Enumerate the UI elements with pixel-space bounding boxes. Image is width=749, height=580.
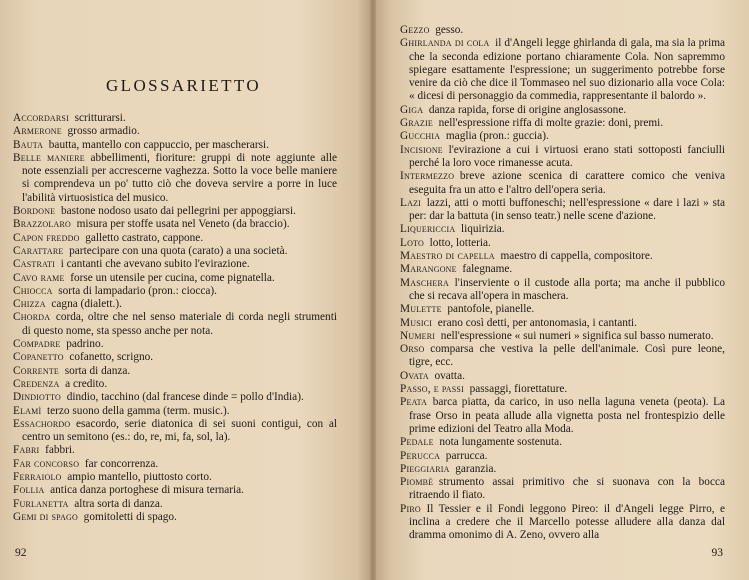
glossary-entry bbox=[400, 197, 725, 224]
right-entry-list bbox=[400, 24, 725, 543]
glossary-entry bbox=[400, 250, 725, 263]
entry-term: Follia bbox=[13, 484, 45, 497]
entry-term: Ghirlanda di cola bbox=[400, 37, 490, 50]
entry-definition: falegname. bbox=[462, 263, 513, 276]
entry-term: Bordone bbox=[13, 205, 56, 218]
entry-definition: fabbri. bbox=[45, 444, 75, 457]
page-number-right: 93 bbox=[711, 547, 723, 559]
entry-definition: l'inserviente o il custode alla porta; ma anche il pubblico che si recava all'opera in maschera. bbox=[409, 276, 725, 302]
entry-term: Far concorso bbox=[13, 457, 80, 470]
entry-definition: ampio mantello, piuttosto corto. bbox=[67, 471, 212, 484]
entry-definition: abbellimenti, fioriture: gruppi di note aggiunte alle note essenziali per accrescerne vaghezza. Sotto la voce belle maniere si comprendeva un po' tutto ciò che doveva servire a porre in luce l'abilità virtuosistica del musico. bbox=[22, 151, 338, 204]
glossary-entry bbox=[13, 245, 337, 258]
glossary-entry bbox=[400, 476, 725, 503]
glossary-entry bbox=[13, 471, 337, 484]
left-page bbox=[0, 0, 372, 580]
glossary-entry bbox=[13, 444, 337, 457]
glossary-entry bbox=[13, 285, 337, 298]
right-page bbox=[372, 0, 749, 580]
glossary-entry bbox=[400, 303, 725, 316]
entry-definition: scritturarsi. bbox=[74, 112, 126, 124]
glossary-entry bbox=[400, 170, 725, 197]
entry-term: Gucchia bbox=[400, 130, 441, 143]
entry-term: Capon freddo bbox=[13, 231, 80, 244]
entry-definition: altra sorta di danza. bbox=[74, 497, 163, 510]
left-entry-list bbox=[13, 112, 337, 524]
entry-term: Furlanetta bbox=[13, 497, 69, 510]
entry-term: Piombè bbox=[400, 476, 434, 489]
entry-term: Loto bbox=[400, 236, 424, 249]
glossary-entry bbox=[13, 498, 337, 511]
glossary-entry bbox=[400, 24, 725, 37]
glossary-entry bbox=[400, 450, 725, 463]
glossary-entry bbox=[13, 405, 337, 418]
entry-definition: cofanetto, scrigno. bbox=[69, 351, 154, 364]
glossary-entry bbox=[13, 258, 337, 271]
entry-definition: cagna (dialett.). bbox=[51, 298, 122, 311]
entry-term: Mulette bbox=[400, 303, 442, 316]
entry-term: Copanetto bbox=[13, 351, 64, 364]
entry-definition: barca piatta, da carico, in uso nella laguna veneta (peota). La frase Orso in peata allude alla vignetta posta nel frontespizio delle prime edizioni del Teatro alla Moda. bbox=[409, 396, 725, 435]
entry-definition: breve azione scenica di carattere comico che veniva eseguita fra un atto e l'altro dell'opera seria. bbox=[409, 170, 725, 196]
entry-term: Elamì bbox=[13, 404, 42, 417]
glossary-entry bbox=[400, 436, 725, 449]
entry-definition: l'evirazione a cui i virtuosi erano stati sottoposti fanciulli perché la loro voce rimanesse acuta. bbox=[409, 143, 725, 169]
entry-definition: terzo suono della gamma (term. music.). bbox=[47, 404, 230, 417]
entry-definition: strumento assai primitivo che si suonava con la bocca ritraendo il fiato. bbox=[409, 476, 725, 502]
entry-definition: nell'espressione riffa di molte grazie: doni, premi. bbox=[438, 117, 664, 130]
glossary-entry bbox=[13, 458, 337, 471]
entry-definition: forse un utensile per cucina, come pignatella. bbox=[70, 271, 275, 284]
entry-term: Armerone bbox=[13, 125, 62, 138]
glossary-entry bbox=[400, 317, 725, 330]
entry-term: Chizza bbox=[13, 298, 46, 311]
entry-definition: partecipare con una quota (carato) a una società. bbox=[69, 244, 288, 257]
entry-definition: galletto castrato, cappone. bbox=[85, 231, 204, 244]
entry-term: Castrati bbox=[13, 258, 56, 271]
entry-definition: liquirizia. bbox=[460, 223, 505, 236]
glossary-entry bbox=[400, 104, 725, 117]
entry-definition: lotto, lotteria. bbox=[429, 236, 491, 249]
glossary-entry bbox=[400, 330, 725, 343]
glossary-entry bbox=[13, 139, 337, 152]
glossary-entry bbox=[13, 418, 337, 445]
entry-term: Passo, e passi bbox=[400, 383, 464, 396]
glossary-entry bbox=[13, 298, 337, 311]
entry-definition: a credito. bbox=[65, 377, 108, 390]
entry-term: Lazi bbox=[400, 196, 422, 209]
entry-definition: ovatta. bbox=[434, 369, 465, 382]
glossary-entry bbox=[13, 511, 337, 524]
glossary-entry bbox=[13, 218, 337, 231]
entry-definition: garanzia. bbox=[455, 462, 497, 475]
book-gutter bbox=[370, 0, 376, 580]
entry-definition: far concorrenza. bbox=[84, 457, 159, 470]
entry-term: Pieggiaria bbox=[400, 462, 450, 475]
page-number-left: 92 bbox=[15, 547, 27, 559]
entry-definition: nell'espressione « sui numeri » significa sul basso numerato. bbox=[440, 329, 714, 342]
entry-term: Piro bbox=[400, 502, 421, 515]
entry-definition: dindio, tacchino (dal francese dinde = pollo d'India). bbox=[66, 391, 304, 404]
glossary-entry bbox=[13, 365, 337, 378]
entry-term: Maschera bbox=[400, 276, 449, 289]
entry-definition: lazzi, atti o motti buffoneschi; nell'espressione « dare i lazi » sta per: dar la battuta (in senso teatr.) nelle scene d'azione. bbox=[409, 196, 725, 223]
entry-term: Intermezzo bbox=[400, 170, 455, 183]
entry-term: Essachordo bbox=[13, 417, 71, 430]
entry-term: Dindiotto bbox=[13, 391, 62, 404]
glossary-entry bbox=[13, 351, 337, 364]
entry-term: Numeri bbox=[400, 329, 436, 342]
entry-definition: corda, oltre che nel senso materiale di corda negli strumenti di questo nome, sta spesso anche per nota. bbox=[22, 311, 337, 337]
glossary-entry bbox=[13, 391, 337, 404]
entry-definition: passaggi, fiorettature. bbox=[469, 383, 568, 396]
entry-term: Ferraiolo bbox=[13, 471, 62, 484]
entry-term: Giga bbox=[400, 103, 424, 116]
entry-definition: parrucca. bbox=[445, 449, 488, 462]
entry-term: Fabri bbox=[13, 444, 40, 457]
entry-term: Incisione bbox=[400, 143, 443, 156]
entry-definition: misura per stoffe usata nel Veneto (da braccio). bbox=[76, 218, 290, 231]
entry-definition: gesso. bbox=[435, 24, 464, 36]
entry-definition: danza rapida, forse di origine anglosassone. bbox=[428, 103, 627, 116]
glossary-entry bbox=[400, 263, 725, 276]
glossary-entry bbox=[400, 237, 725, 250]
entry-term: Peata bbox=[400, 396, 428, 409]
entry-term: Liquericcia bbox=[400, 223, 456, 236]
glossary-entry bbox=[13, 152, 337, 205]
entry-term: Pedale bbox=[400, 436, 434, 449]
glossary-entry bbox=[400, 503, 725, 543]
entry-term: Grazie bbox=[400, 117, 433, 130]
entry-term: Bauta bbox=[13, 138, 44, 151]
glossary-entry bbox=[13, 338, 337, 351]
glossary-entry bbox=[400, 144, 725, 171]
entry-definition: maglia (pron.: guccia). bbox=[445, 130, 549, 143]
entry-term: Musici bbox=[400, 316, 433, 329]
glossary-entry bbox=[13, 205, 337, 218]
glossary-entry bbox=[400, 463, 725, 476]
glossary-entry bbox=[13, 232, 337, 245]
glossary-entry bbox=[400, 117, 725, 130]
entry-definition: nota lungamente sostenuta. bbox=[439, 436, 563, 449]
entry-definition: sorta di lampadario (pron.: ciocca). bbox=[58, 284, 217, 297]
glossary-title: GLOSSARIETTO bbox=[106, 76, 262, 95]
glossary-entry bbox=[13, 484, 337, 497]
entry-term: Cavo rame bbox=[13, 271, 65, 284]
entry-definition: maestro di cappella, compositore. bbox=[500, 250, 653, 263]
glossary-entry bbox=[400, 343, 725, 370]
entry-term: Brazzolaro bbox=[13, 218, 71, 231]
entry-definition: comparsa che vestiva la pelle dell'animale. Così pure leone, tigre, ecc. bbox=[409, 343, 725, 369]
entry-term: Maestro di capella bbox=[400, 250, 495, 263]
glossary-entry bbox=[400, 277, 725, 304]
entry-term: Perucca bbox=[400, 449, 441, 462]
entry-definition: sorta di danza. bbox=[64, 364, 131, 377]
glossary-entry bbox=[400, 396, 725, 436]
entry-definition: bautta, mantello con cappuccio, per mascherarsi. bbox=[48, 138, 269, 151]
entry-definition: grosso armadio. bbox=[67, 125, 140, 138]
entry-term: Corrente bbox=[13, 364, 60, 377]
entry-term: Ovata bbox=[400, 369, 429, 382]
glossary-entry bbox=[13, 311, 337, 338]
entry-definition: il d'Angeli legge ghirlanda di gala, ma sia la prima che la seconda edizione portano chiaramente Cola. Non sapremmo spiegare esattamente l'espressione; un suggerimento potrebbe forse venire da ciò che dice il Tommaseo nel suo dizionario alla voce Cola: « dicesi di personaggio da commedia, rappresentante il balordo ». bbox=[409, 37, 726, 103]
entry-term: Chiocca bbox=[13, 284, 53, 297]
entry-definition: padrino. bbox=[66, 338, 104, 351]
glossary-entry bbox=[400, 223, 725, 236]
glossary-entry bbox=[13, 125, 337, 138]
glossary-entry bbox=[400, 383, 725, 396]
entry-definition: bastone nodoso usato dai pellegrini per appoggiarsi. bbox=[60, 205, 296, 218]
entry-term: Gezzo bbox=[400, 24, 430, 36]
entry-term: Accordarsi bbox=[13, 112, 69, 124]
entry-definition: pantofole, pianelle. bbox=[447, 303, 535, 316]
entry-definition: Il Tessier e il Fondi leggono Pireo: il d'Angeli legge Pirro, e inclina a credere che il Marcello potesse alludere alla danza dal dramma omonimo di A. Zeno, ovvero alla bbox=[409, 502, 725, 542]
entry-term: Gemi di spago bbox=[13, 510, 79, 523]
entry-term: Orso bbox=[400, 343, 425, 356]
entry-definition: erano così detti, per antonomasia, i cantanti. bbox=[437, 316, 637, 329]
entry-definition: i cantanti che avevano subito l'evirazione. bbox=[60, 258, 250, 271]
glossary-entry bbox=[13, 272, 337, 285]
glossary-entry bbox=[13, 378, 337, 391]
entry-term: Carattare bbox=[13, 244, 64, 257]
entry-term: Marangone bbox=[400, 263, 457, 276]
entry-definition: esacordo, serie diatonica di sei suoni contigui, con al centro un semitono (es.: do, re, mi, fa, sol, la). bbox=[22, 417, 337, 444]
entry-term: Chorda bbox=[13, 311, 51, 324]
glossary-entry bbox=[13, 112, 337, 125]
glossary-entry bbox=[400, 370, 725, 383]
entry-definition: gomitoletti di spago. bbox=[83, 510, 177, 523]
entry-definition: antica danza portoghese di misura ternaria. bbox=[50, 484, 244, 497]
entry-term: Compadre bbox=[13, 338, 61, 351]
glossary-entry bbox=[400, 130, 725, 143]
entry-term: Belle maniere bbox=[13, 151, 85, 164]
glossary-entry bbox=[400, 37, 725, 103]
entry-term: Credenza bbox=[13, 377, 60, 390]
